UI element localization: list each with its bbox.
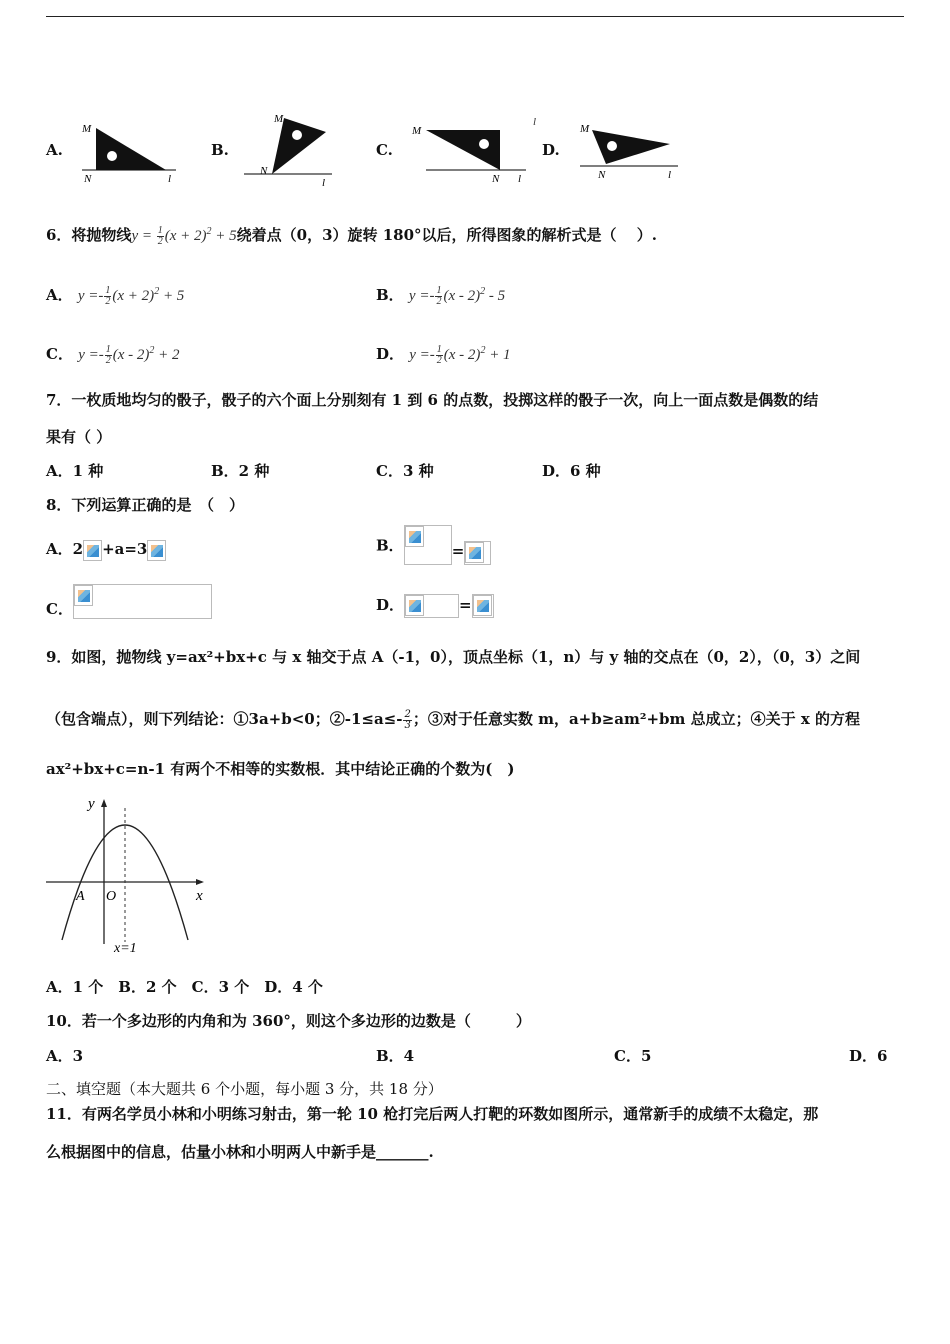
fig-option-d [572,118,687,188]
fig-option-c-label: C. [376,141,393,159]
fig-option-b [240,110,340,190]
fig-option-d-label: D. [542,141,560,159]
fig-a-n: N [84,173,92,185]
fig-c-m: M [412,125,422,137]
q6-option-b[interactable]: B． y =- $\frac{1}{2}$ (x - 2)$^2$ - 5 [376,285,506,308]
fig-option-a-label: A. [46,141,63,159]
image-placeholder [464,541,491,565]
broken-image-icon [465,542,484,563]
broken-image-icon [147,540,166,561]
fig-b-m: M [274,113,284,125]
top-rule [46,16,904,17]
q10-option-d[interactable]: D．6 [849,1047,888,1065]
fig-a-l: l [168,173,172,185]
q9-parabola-graph [44,794,214,959]
broken-image-icon [473,595,492,616]
q11-line2: 么根据图中的信息，估量小林和小明两人中新手是_______. [46,1143,434,1161]
fig-b-n: N [260,165,268,177]
q6-function: y = $\frac{1}{2}$ $(x + 2)^2 + 5$ [131,225,237,248]
image-placeholder [73,584,212,619]
q8-option-c[interactable]: C． [46,584,212,619]
q10-stem: 10．若一个多边形的内角和为 360°，则这个多边形的边数是（ ） [46,1012,531,1030]
fig-d-m: M [580,123,590,135]
broken-image-icon [83,540,102,561]
q6-option-a[interactable]: A． y =- $\frac{1}{2}$ $(x + 2)^2 + 5$ [46,285,185,308]
q10-option-a[interactable]: A．3 [46,1047,84,1065]
q6-stem: 6．将抛物线y = $\frac{1}{2}$ $(x + 2)^2 + 5$绕着点（0，3）旋转 180°以后，所得图象的解析式是（ ）. [46,225,657,248]
fig-d-n: N [598,169,606,181]
q6-option-d[interactable]: D． y =- $\frac{1}{2}$ (x - 2)$^2$ + 1 [376,344,511,367]
q8-stem: 8．下列运算正确的是 （ ） [46,496,244,514]
fig-a-m: M [82,123,92,135]
q10-option-c[interactable]: C．5 [614,1047,652,1065]
fig-c-l: l [518,173,522,185]
fig-b-l: l [322,177,326,189]
q7-line1: 7．一枚质地均匀的骰子，骰子的六个面上分别刻有 1 到 6 的点数，投掷这样的骰子一次，向上一面点数是偶数的结 [46,391,819,409]
q7-option-a[interactable]: A．1 种 [46,462,104,480]
fig-option-b-label: B. [211,141,229,159]
q8-option-d[interactable]: D． = [376,594,494,618]
q8-option-a[interactable]: A．2 +a=3 [46,538,166,561]
fig-c-n: N [492,173,500,185]
q6-option-c[interactable]: C． y =- $\frac{1}{2}$ (x - 2)$^2$ + 2 [46,344,180,367]
graph-x-label: x [196,888,203,904]
q9-line2: （包含端点），则下列结论：①3a+b<0；②-1≤a≤- $\frac{2}{3}$ ；③对于任意实数 m，a+b≥am²+bm 总成立；④关于 x 的方程 [46,708,860,731]
graph-y-label: y [88,796,95,812]
image-placeholder [404,594,459,618]
q9-line3: ax²+bx+c=n-1 有两个不相等的实数根．其中结论正确的个数为( ) [46,760,515,778]
graph-axis-label: x=1 [114,941,137,956]
image-placeholder [472,594,494,618]
q9-options[interactable]: A．1 个 B．2 个 C．3 个 D．4 个 [46,978,323,996]
fig-option-c [408,118,538,188]
q8-option-b[interactable]: B． = [376,525,491,565]
q10-option-b[interactable]: B．4 [376,1047,415,1065]
fig-c-extra-mark: l [533,116,537,128]
q7-option-d[interactable]: D．6 种 [542,462,601,480]
q7-line2: 果有（ ） [46,428,112,446]
broken-image-icon [405,595,424,616]
graph-point-a: A [76,889,85,904]
fig-d-l: l [668,169,672,181]
q11-line1: 11．有两名学员小林和小明练习射击，第一轮 10 枪打完后两人打靶的环数如图所示，通常新手的成绩不太稳定，那 [46,1105,819,1123]
fig-option-a [76,118,186,188]
q9-line1: 9．如图，抛物线 y=ax²+bx+c 与 x 轴交于点 A（-1，0），顶点坐标（1，n）与 y 轴的交点在（0，2），（0，3）之间 [46,648,861,666]
image-placeholder [404,525,452,565]
q7-option-b[interactable]: B．2 种 [211,462,270,480]
broken-image-icon [405,526,424,547]
broken-image-icon [74,585,93,606]
q7-option-c[interactable]: C．3 种 [376,462,434,480]
section-heading: 二、填空题（本大题共 6 个小题，每小题 3 分，共 18 分） [46,1080,443,1098]
graph-origin: O [106,889,117,904]
